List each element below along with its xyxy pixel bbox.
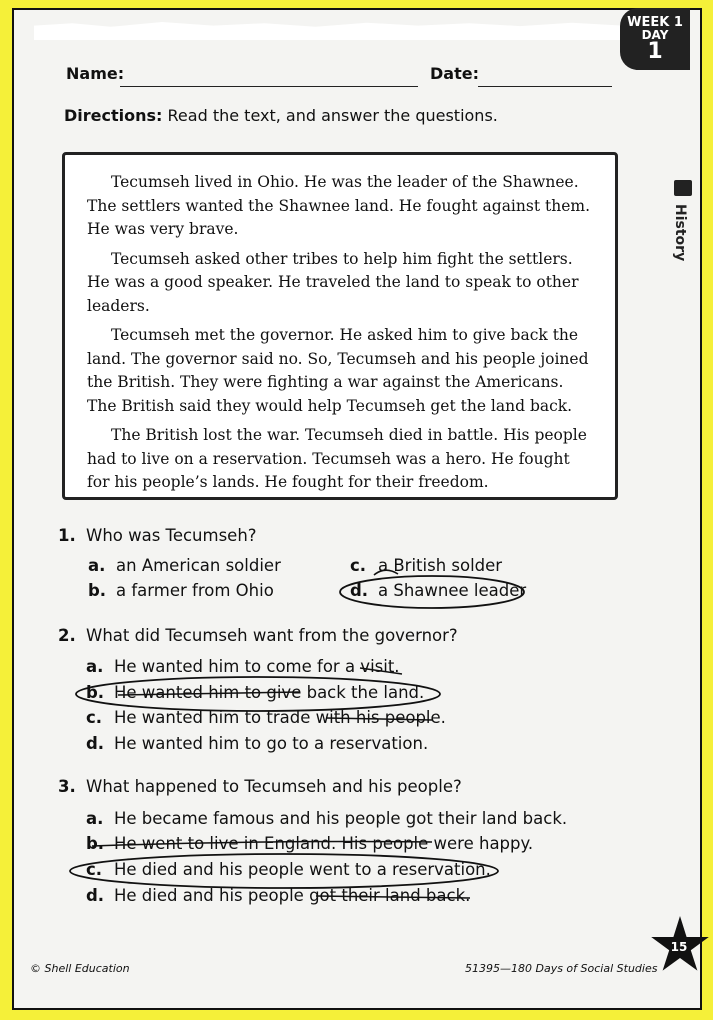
directions-text: Read the text, and answer the questions. — [167, 106, 498, 125]
q2-option-a-strike — [360, 668, 402, 674]
q1-option-c-strike — [374, 570, 398, 575]
question-number: 3. — [58, 777, 76, 796]
q3-answer-circle — [70, 854, 498, 888]
publisher-credit: © Shell Education — [30, 962, 130, 975]
side-tab-label: History — [672, 204, 688, 262]
badge-week: WEEK 1 — [627, 15, 683, 30]
q1-option-c[interactable]: c. a British solder — [350, 556, 503, 575]
passage-paragraph: Tecumseh lived in Ohio. He was the leader of the Shawnee. The settlers wanted the Shawnee land. He fought against them. He was very brave. — [87, 173, 590, 238]
passage-paragraph: Tecumseh met the governor. He asked him to give back the land. The governor said no. So, Tecumseh and his people joined the British. They were fighting a war against the Americans. The British said they would help Tecumseh get the land back. — [87, 326, 589, 415]
date-label: Date: — [430, 64, 479, 83]
question-text: What did Tecumseh want from the governor? — [86, 626, 458, 645]
q2-option-a[interactable]: a. He wanted him to come for a visit. — [86, 657, 400, 676]
badge-number: 1 — [647, 39, 663, 64]
question-text: What happened to Tecumseh and his people? — [86, 777, 462, 796]
q2-option-b-strike — [118, 692, 300, 695]
q2-option-c-strike — [326, 718, 432, 720]
badge-day: DAY — [641, 28, 669, 42]
question-number: 1. — [58, 526, 76, 545]
passage-paragraph: Tecumseh asked other tribes to help him fight the settlers. He was a good speaker. He traveled the land to speak to other leaders. — [87, 249, 579, 315]
q1-answer-circle — [340, 576, 527, 608]
passage-paragraph: The British lost the war. Tecumseh died in battle. His people had to live on a reservation. Tecumseh was a hero. He fought for his people’s lands. He fought for their freedom. — [87, 426, 587, 491]
q3-option-b[interactable]: b. He went to live in England. His people were happy. — [86, 834, 534, 853]
q3-option-d-strike — [316, 896, 470, 898]
directions-label: Directions: — [64, 106, 163, 125]
question-text: Who was Tecumseh? — [86, 526, 257, 545]
question-number: 2. — [58, 626, 76, 645]
q1-option-d[interactable]: d. a Shawnee leader — [350, 581, 527, 600]
q2-option-d[interactable]: d. He wanted him to go to a reservation. — [86, 734, 429, 753]
q2-answer-circle — [76, 677, 440, 711]
q1-option-b[interactable]: b. a farmer from Ohio — [88, 581, 274, 600]
q2-option-c[interactable]: c. He wanted him to trade with his people. — [86, 708, 446, 727]
q3-option-c[interactable]: c. He died and his people went to a reservation. — [86, 860, 491, 879]
q3-option-a[interactable]: a. He became famous and his people got their land back. — [86, 809, 568, 828]
book-title: 51395—180 Days of Social Studies — [465, 962, 658, 975]
q3-option-d[interactable]: d. He died and his people got their land back. — [86, 886, 471, 905]
page-number: 15 — [670, 940, 688, 954]
name-label: Name: — [66, 64, 125, 83]
q2-option-b[interactable]: b. He wanted him to give back the land. — [86, 683, 425, 702]
q1-option-a[interactable]: a. an American soldier — [88, 556, 281, 575]
q3-option-b-strike — [92, 842, 432, 847]
